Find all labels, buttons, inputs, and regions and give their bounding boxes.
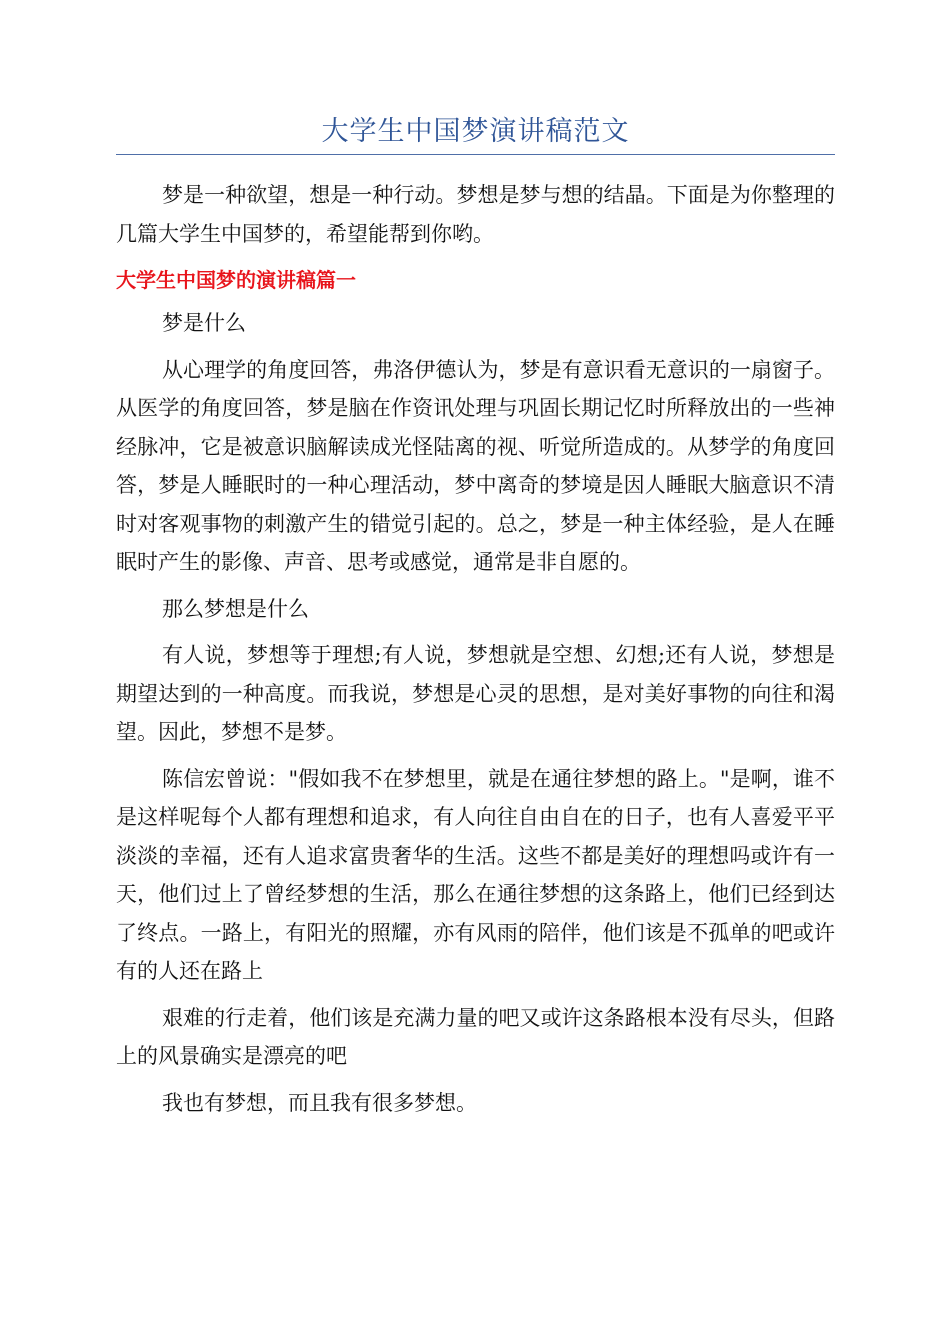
- document-title: 大学生中国梦演讲稿范文: [321, 116, 630, 147]
- intro-paragraph: 梦是一种欲望，想是一种行动。梦想是梦与想的结晶。下面是为你整理的几篇大学生中国梦的，希望能帮到你哟。: [116, 183, 835, 246]
- paragraph: 从心理学的角度回答，弗洛伊德认为，梦是有意识看无意识的一扇窗子。从医学的角度回答，梦是脑在作资讯处理与巩固长期记忆时所释放出的一些神经脉冲，它是被意识脑解读成光怪陆离的视、听觉所造成的。从梦学的角度回答，梦是人睡眠时的一种心理活动，梦中离奇的梦境是因人睡眠大脑意识不清时对客观事物的刺激产生的错觉引起的。总之，梦是一种主体经验，是人在睡眠时产生的影像、声音、思考或感觉，通常是非自愿的。: [116, 357, 835, 574]
- title-underline: [116, 154, 835, 155]
- paragraph: 陈信宏曾说："假如我不在梦想里，就是在通往梦想的路上。"是啊，谁不是这样呢每个人都有理想和追求，有人向往自由自在的日子，也有人喜爱平平淡淡的幸福，还有人追求富贵奢华的生活。这些不都是美好的理想吗或许有一天，他们过上了曾经梦想的生活，那么在通往梦想的这条路上，他们已经到达了终点。一路上，有阳光的照耀，亦有风雨的陪伴，他们该是不孤单的吧或许有的人还在路上: [116, 766, 835, 983]
- paragraph: 艰难的行走着，他们该是充满力量的吧又或许这条路根本没有尽头，但路上的风景确实是漂亮的吧: [116, 1005, 835, 1068]
- paragraph: 我也有梦想，而且我有很多梦想。: [162, 1090, 477, 1115]
- document-body: [116, 176, 835, 1130]
- section-heading: 大学生中国梦的演讲稿篇一: [116, 268, 356, 292]
- paragraph: 梦是什么: [162, 311, 246, 335]
- paragraph: 那么梦想是什么: [162, 596, 309, 621]
- paragraph: 有人说，梦想等于理想;有人说，梦想就是空想、幻想;还有人说，梦想是期望达到的一种高度。而我说，梦想是心灵的思想，是对美好事物的向往和渴望。因此，梦想不是梦。: [116, 643, 835, 744]
